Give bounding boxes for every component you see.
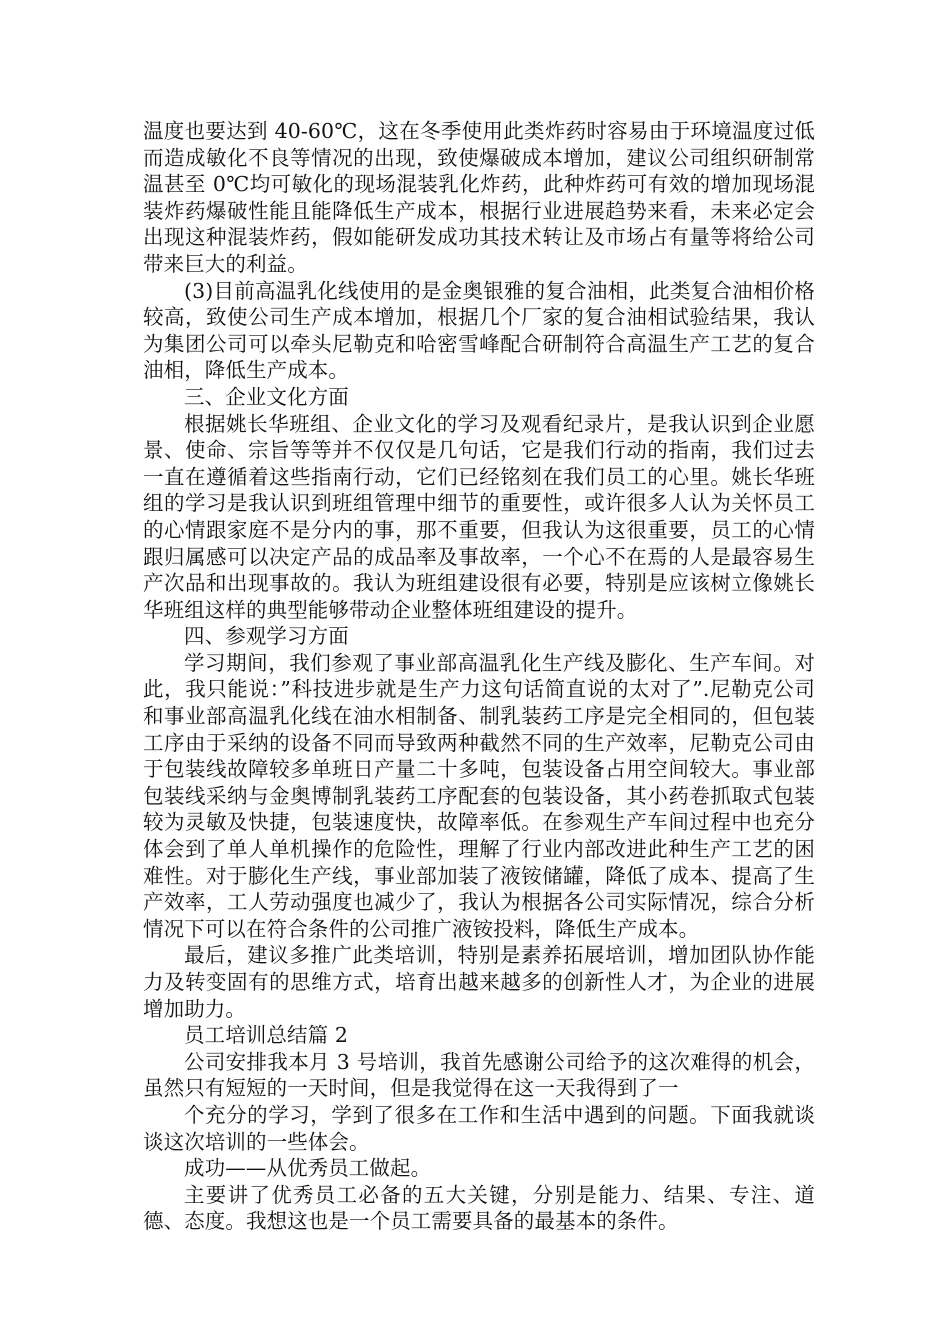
paragraph-training-intro-continued: 个充分的学习，学到了很多在工作和生活中遇到的问题。下面我就谈谈这次培训的一些体会。 bbox=[143, 1102, 815, 1154]
heading-training-summary-2: 员工培训总结篇 2 bbox=[184, 1023, 348, 1048]
heading-site-visit: 四、参观学习方面 bbox=[184, 624, 349, 649]
document-body bbox=[143, 118, 815, 1235]
heading-corporate-culture: 三、企业文化方面 bbox=[184, 384, 349, 409]
paragraph-explosive-temperature: 温度也要达到 40-60℃，这在冬季使用此类炸药时容易由于环境温度过低而造成敏化不良等情况的出现，致使爆破成本增加，建议公司组织研制常温甚至 0℃均可敏化的现场混装乳化炸药，此种炸药可有效的增加现场混装炸药爆破性能且能降低生产成本，根据行业进展趋势来看，未来必定会出现这种混装炸药，假如能研发成功其技术转让及市场占有量等将给公司带来巨大的利益。 bbox=[143, 119, 815, 276]
paragraph-corporate-culture: 根据姚长华班组、企业文化的学习及观看纪录片，是我认识到企业愿景、使命、宗旨等等并不仅仅是几句话，它是我们行动的指南，我们过去一直在遵循着这些指南行动，它们已经铭刻在我们员工的心里。姚长华班组的学习是我认识到班组管理中细节的重要性，或许很多人认为关怀员工的心情跟家庭不是分内的事，那不重要，但我认为这很重要，员工的心情跟归属感可以决定产品的成品率及事故率，一个心不在焉的人是最容易生产次品和出现事故的。我认为班组建设很有必要，特别是应该树立像姚长华班组这样的典型能够带动企业整体班组建设的提升。 bbox=[143, 411, 815, 622]
paragraph-site-visit: 学习期间，我们参观了事业部高温乳化生产线及膨化、生产车间。对此，我只能说：”科技进步就是生产力这句话简直说的太对了”.尼勒克公司和事业部高温乳化线在油水相制备、制乳装药工序是完全相同的，但包装工序由于采纳的设备不同而导致两种截然不同的生产效率，尼勒克公司由于包装线故障较多单班日产量二十多吨，包装设备占用空间较大。事业部包装线采纳与金奥博制乳装药工序配套的包装设备，其小药卷抓取式包装较为灵敏及快捷，包装速度快，故障率低。在参观生产车间过程中也充分体会到了单人单机操作的危险性，理解了行业内部改进此种生产工艺的困难性。对于膨化生产线，事业部加装了液铵储罐，降低了成本、提高了生产效率，工人劳动强度也减少了，我认为根据各公司实际情况，综合分析情况下可以在符合条件的公司推广液铵投料，降低生产成本。 bbox=[143, 650, 815, 941]
paragraph-conclusion: 最后，建议多推广此类培训，特别是素养拓展培训，增加团队协作能力及转变固有的思维方式，培育出越来越多的创新性人才，为企业的进展增加助力。 bbox=[143, 943, 815, 1021]
heading-success: 成功——从优秀员工做起。 bbox=[184, 1156, 432, 1181]
paragraph-training-intro: 公司安排我本月 3 号培训，我首先感谢公司给予的这次难得的机会，虽然只有短短的一天时间，但是我觉得在这一天我得到了一 bbox=[143, 1049, 815, 1101]
paragraph-oil-phase: (3)目前高温乳化线使用的是金奥银雅的复合油相，此类复合油相价格较高，致使公司生产成本增加，根据几个厂家的复合油相试验结果，我认为集团公司可以牵头尼勒克和哈密雪峰配合研制符合高温生产工艺的复合油相，降低生产成本。 bbox=[143, 278, 815, 383]
paragraph-five-keys: 主要讲了优秀员工必备的五大关键，分别是能力、结果、专注、道德、态度。我想这也是一个员工需要具备的最基本的条件。 bbox=[143, 1182, 815, 1234]
